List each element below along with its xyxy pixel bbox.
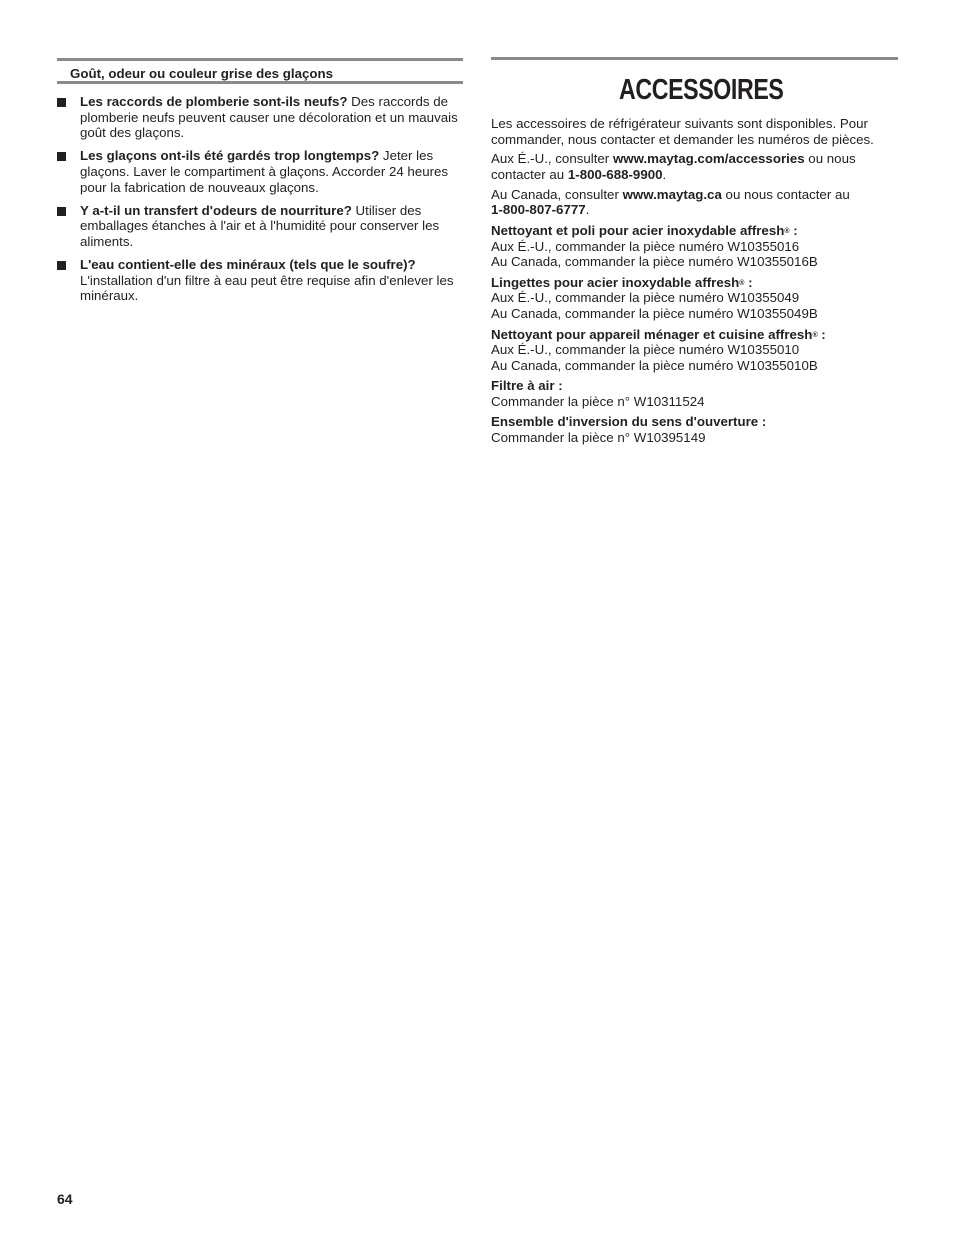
product-name: Filtre à air : <box>491 378 563 394</box>
product-part-line: Au Canada, commander la pièce numéro W10355010B <box>491 357 818 373</box>
canada-contact: Au Canada, consulter www.maytag.ca ou nous contacter au 1-800-807-6777. <box>491 186 850 218</box>
canada-phone: 1-800-807-6777 <box>491 202 586 218</box>
product-item <box>491 327 901 374</box>
product-name: Nettoyant et poli pour acier inoxydable affresh® : <box>491 222 798 238</box>
list-item <box>57 257 463 304</box>
item-answer: Des raccords de plomberie neufs peuvent causer une décoloration et un mauvais goût des glaçons. <box>80 94 458 141</box>
us-website: www.maytag.com/accessories <box>612 151 805 167</box>
bullet-list <box>57 94 463 304</box>
product-part-line: Commander la pièce n° W10311524 <box>491 393 705 409</box>
square-bullet-icon <box>57 261 66 270</box>
us-phone: 1-800-688-9900 <box>567 166 663 182</box>
square-bullet-icon <box>57 152 66 161</box>
item-answer: Utiliser des emballages étanches à l'air et à l'humidité pour conserver les aliments. <box>80 202 440 249</box>
list-item <box>57 203 463 250</box>
item-question: Les raccords de plomberie sont-ils neufs? <box>80 94 348 109</box>
product-name: Ensemble d'inversion du sens d'ouverture : <box>491 414 767 430</box>
item-question: Y a-t-il un transfert d'odeurs de nourriture? <box>80 202 352 218</box>
item-answer: Jeter les glaçons. Laver le compartiment à glaçons. Accorder 24 heures pour la fabrication de nouveaux glaçons. <box>80 148 449 195</box>
intro-text: Les accessoires de réfrigérateur suivants sont disponibles. Pour commander, nous contacter et demander les numéros de pièces. <box>491 116 874 147</box>
product-part-line: Commander la pièce n° W10395149 <box>491 430 706 446</box>
product-item <box>491 414 901 445</box>
square-bullet-icon <box>57 98 66 107</box>
product-item <box>491 275 901 322</box>
product-item <box>491 378 901 409</box>
square-bullet-icon <box>57 207 66 216</box>
us-contact: Aux É.-U., consulter www.maytag.com/accessories ou nous contacter au 1-800-688-9900. <box>491 151 856 182</box>
section-rule <box>491 57 898 60</box>
product-name: Lingettes pour acier inoxydable affresh® : <box>491 274 753 290</box>
product-part-line: Au Canada, commander la pièce numéro W10355049B <box>491 305 818 321</box>
product-part-line: Aux É.-U., commander la pièce numéro W10355010 <box>491 342 800 358</box>
item-question: L'eau contient-elle des minéraux (tels que le soufre)? <box>80 257 416 273</box>
canada-website: www.maytag.ca <box>622 186 722 202</box>
product-item <box>491 223 901 270</box>
product-name: Nettoyant pour appareil ménager et cuisine affresh® : <box>491 326 826 342</box>
page-number: 64 <box>57 1191 73 1207</box>
item-question: Les glaçons ont-ils été gardés trop longtemps? <box>80 148 380 164</box>
list-item <box>57 94 463 141</box>
list-item <box>57 148 463 195</box>
item-answer: L'installation d'un filtre à eau peut être requise afin d'enlever les minéraux. <box>80 272 454 304</box>
product-part-line: Aux É.-U., commander la pièce numéro W10355016 <box>491 238 800 254</box>
page-title: ACCESSOIRES <box>619 74 784 106</box>
accessories-column <box>491 57 901 446</box>
section-header: Goût, odeur ou couleur grise des glaçons <box>57 58 463 84</box>
product-part-line: Aux É.-U., commander la pièce numéro W10355049 <box>491 290 800 306</box>
product-part-line: Au Canada, commander la pièce numéro W10355016B <box>491 254 818 270</box>
troubleshooting-column <box>57 58 463 312</box>
